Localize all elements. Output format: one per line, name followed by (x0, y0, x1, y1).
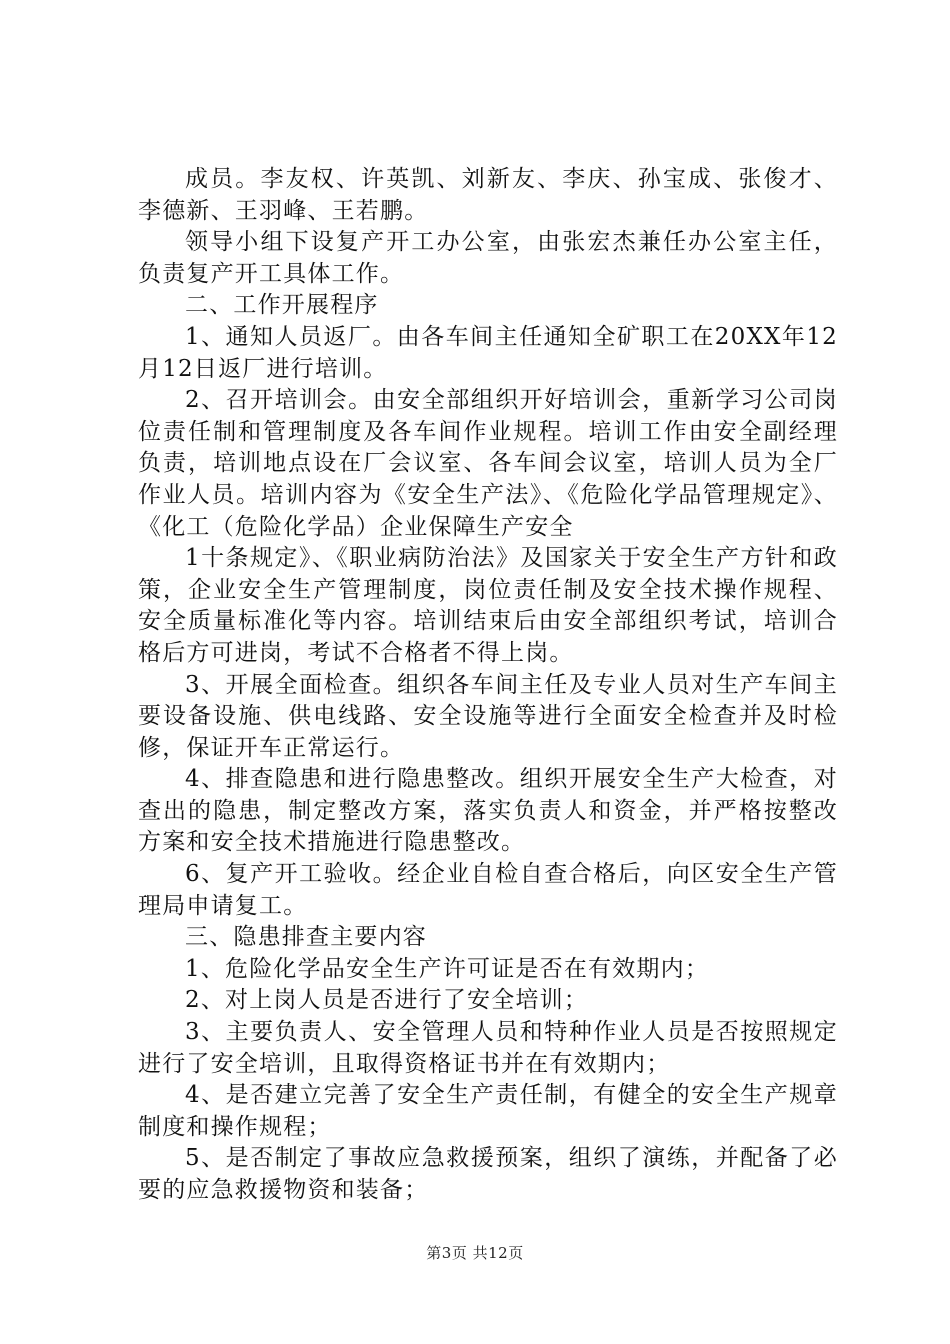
paragraph-step-4: 4、排查隐患和进行隐患整改。组织开展安全生产大检查，对查出的隐患，制定整改方案，落实负责人和资金，并严格按整改方案和安全技术措施进行隐患整改。 (138, 766, 838, 856)
paragraph-item-5: 5、是否制定了事故应急救援预案，组织了演练，并配备了必要的应急救援物资和装备； (138, 1145, 838, 1203)
section-heading-procedure: 二、工作开展程序 (185, 292, 379, 319)
section-heading-inspection: 三、隐患排查主要内容 (185, 924, 427, 951)
paragraph-item-3: 3、主要负责人、安全管理人员和特种作业人员是否按照规定进行了安全培训，且取得资格证书并在有效期内； (138, 1019, 838, 1077)
paragraph-step-6: 6、复产开工验收。经企业自检自查合格后，向区安全生产管理局申请复工。 (138, 861, 838, 919)
document-body (138, 164, 838, 1207)
paragraph-step-2-continued: 1十条规定》、《职业病防治法》及国家关于安全生产方针和政策，企业安全生产管理制度，岗位责任制及安全技术操作规程、安全质量标准化等内容。培训结束后由安全部组织考试，培训合格后方可进岗，考试不合格者不得上岗。 (138, 545, 838, 666)
paragraph-item-2: 2、对上岗人员是否进行了安全培训； (185, 987, 589, 1014)
page-number-footer: 第3页 共12页 (426, 1244, 524, 1262)
paragraph-step-2: 2、召开培训会。由安全部组织开好培训会，重新学习公司岗位责任制和管理制度及各车间作业规程。培训工作由安全副经理负责，培训地点设在厂会议室、各车间会议室，培训人员为全厂作业人员。培训内容为《安全生产法》、《危险化学品管理规定》、《化工（危险化学品）企业保障生产安全 (138, 387, 838, 540)
paragraph-item-1: 1、危险化学品安全生产许可证是否在有效期内； (185, 955, 710, 982)
paragraph-step-3: 3、开展全面检查。组织各车间主任及专业人员对生产车间主要设备设施、供电线路、安全设施等进行全面安全检查并及时检修，保证开车正常运行。 (138, 671, 838, 761)
paragraph-members: 成员。李友权、许英凯、刘新友、李庆、孙宝成、张俊才、李德新、王羽峰、王若鹏。 (138, 166, 838, 224)
paragraph-office: 领导小组下设复产开工办公室，由张宏杰兼任办公室主任，负责复产开工具体工作。 (138, 229, 838, 287)
paragraph-step-1: 1、通知人员返厂。由各车间主任通知全矿职工在20XX年12月12日返厂进行培训。 (138, 323, 838, 382)
paragraph-item-4: 4、是否建立完善了安全生产责任制，有健全的安全生产规章制度和操作规程； (138, 1082, 838, 1140)
